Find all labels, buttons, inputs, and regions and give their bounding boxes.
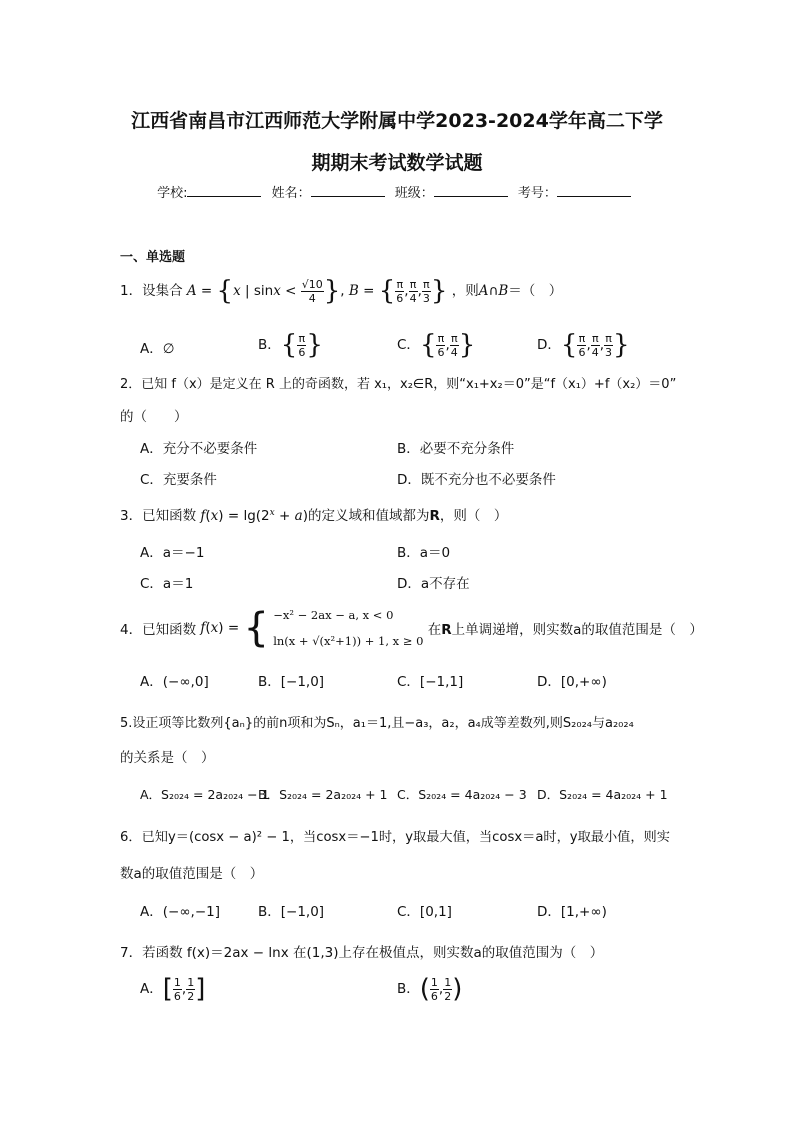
q4-case-1: −x² − 2ax − a, x < 0 [273,608,394,622]
document-title-line1: 江西省南昌市江西师范大学附属中学2023-2024学年高二下学 [131,110,663,132]
q2-option-b[interactable]: B．必要不充分条件 [397,441,515,457]
q2-option-c[interactable]: C．充要条件 [140,472,217,488]
q3-stem-end: 的定义域和值域都为 [307,508,430,524]
document-title-line2: 期期末考试数学试题 [311,152,483,174]
q1-option-a[interactable]: A．∅ [140,341,175,357]
q4-stem-tail: 上单调递增，则实数a的取值范围是（ ） [451,622,703,638]
q7-option-b-label: B． [397,981,420,997]
number-label: 考号： [517,186,557,201]
q7-option-a-label: A． [140,981,163,997]
school-label: 学校: [157,186,188,201]
q4-option-d[interactable]: D．[0,+∞) [537,674,607,690]
q3-stem-tail: ，则（ ） [439,508,508,524]
q4-option-b[interactable]: B．[−1,0] [258,674,325,690]
q1-option-c[interactable]: C．{ $\frac{\pi}{6}$ , $\frac{\pi}{4}$ } [397,330,476,360]
q5-option-d[interactable]: D．S₂₀₂₄ = 4a₂₀₂₄ + 1 [537,787,668,802]
q1-stem-start: 1．设集合 [120,283,183,299]
q4-stem-mid: 在 [427,622,442,638]
q3-set-r: R [429,508,440,524]
q3-stem-start: 3．已知函数 [120,508,197,524]
q1-stem-tail: ＝（ ） [508,283,563,299]
section-heading: 一、单选题 [120,250,186,265]
q3-option-a[interactable]: A．a＝−1 [140,545,205,561]
student-info-line [0,182,794,201]
class-label: 班级： [394,186,434,201]
q6-option-d[interactable]: D．[1,+∞) [537,904,607,920]
question-4-stem: 4．已知函数 f(x) = { −x² − 2ax − a, x < 0 ln(x + √(x²+1)) + 1, x ≥ 0 在R上单调递增，则实数a的取值范围是（ ） [120,602,703,654]
q4-set-r: R [441,622,452,638]
number-blank[interactable] [557,184,631,197]
q7-option-a[interactable]: A．[ $\frac{1}{6}$ , $\frac{1}{2}$ ] [140,974,206,1004]
question-5-line2: 的关系是（ ） [120,750,215,766]
question-7-stem: 7．若函数 f(x)＝2ax − lnx 在(1,3)上存在极值点，则实数a的取值范围为（ ） [120,945,604,961]
q5-option-a[interactable]: A．S₂₀₂₄ = 2a₂₀₂₄ − 1 [140,787,270,802]
q2-option-a[interactable]: A．充分不必要条件 [140,441,258,457]
question-6-line2: 数a的取值范围是（ ） [120,866,264,882]
q6-option-a[interactable]: A．(−∞,−1] [140,904,221,920]
q1-stem-end: ，则 [451,283,479,299]
q1-option-d-label: D． [537,337,561,353]
name-blank[interactable] [311,184,385,197]
q4-option-a[interactable]: A．(−∞,0] [140,674,209,690]
q1-option-b[interactable]: B．{ $\frac{\pi}{6}$ } [258,330,323,360]
q1-option-c-label: C． [397,337,420,353]
q4-case-2: ln(x + √(x²+1)) + 1, x ≥ 0 [273,634,424,648]
q5-option-c[interactable]: C．S₂₀₂₄ = 4a₂₀₂₄ − 3 [397,787,527,802]
q1-option-b-label: B． [258,337,281,353]
q3-option-c[interactable]: C．a＝1 [140,576,194,592]
question-2-line1: 2．已知 f（x）是定义在 R 上的奇函数，若 x₁，x₂∈R，则“x₁+x₂＝0”是“f（x₁）+f（x₂）＝0” [120,377,677,392]
q4-stem-start: 4．已知函数 [120,622,197,638]
q2-option-d[interactable]: D．既不充分也不必要条件 [397,472,556,488]
q3-option-b[interactable]: B．a＝0 [397,545,451,561]
question-1-stem: 1．设集合 A = {x | sinx < $\frac{√10}{4}$ }, B = { $\frac{\pi}{6}$ , $\frac{\pi}{4}$ , $\frac{\pi}{3}$ } ，则A∩B＝（ ） [120,276,563,306]
q3-option-d[interactable]: D．a不存在 [397,576,470,592]
q7-option-b[interactable]: B．( $\frac{1}{6}$ , $\frac{1}{2}$ ) [397,974,463,1004]
q1-option-d[interactable]: D．{ $\frac{\pi}{6}$ , $\frac{\pi}{4}$ , $\frac{\pi}{3}$ } [537,330,630,360]
question-5-line1: 5.设正项等比数列{aₙ}的前n项和为Sₙ，a₁＝1,且−a₃，a₂，a₄成等差数列,则S₂₀₂₄与a₂₀₂₄ [120,716,634,731]
question-2-line2: 的（ ） [120,409,188,425]
q4-option-c[interactable]: C．[−1,1] [397,674,464,690]
q6-option-b[interactable]: B．[−1,0] [258,904,325,920]
q5-option-b[interactable]: B．S₂₀₂₄ = 2a₂₀₂₄ + 1 [258,787,388,802]
school-blank[interactable] [187,184,261,197]
name-label: 姓名： [271,186,311,201]
class-blank[interactable] [434,184,508,197]
question-6-line1: 6．已知y＝(cosx − a)² − 1，当cosx＝−1时，y取最大值，当cosx＝a时，y取最小值，则实 [120,830,670,845]
question-3-stem: 3．已知函数 $f(x) = \lg(2^x + a)$的定义域和值域都为R，则（ ） [120,508,508,524]
q6-option-c[interactable]: C．[0,1] [397,904,452,920]
